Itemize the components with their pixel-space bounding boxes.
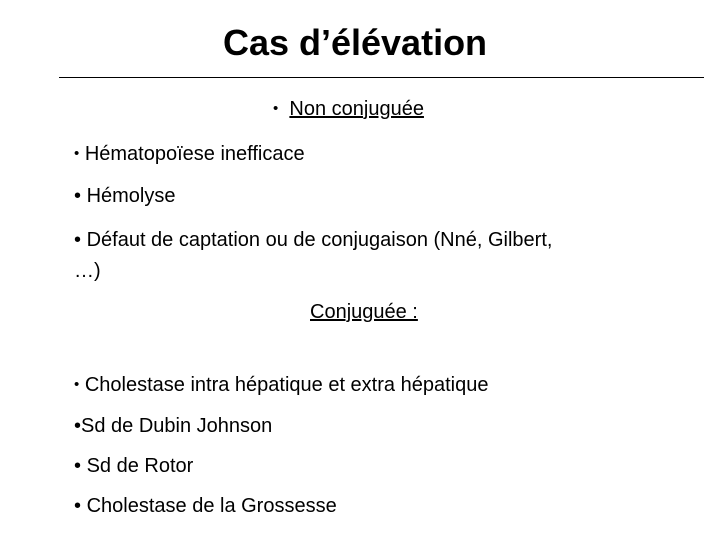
bullet: • [74,455,82,477]
list-item [74,454,193,478]
bullet: • [74,415,82,437]
bullet: • [273,100,279,117]
list-item-continuation: …) [74,260,101,282]
bullet: • [74,185,82,207]
list-item [74,414,272,438]
bullet: • [74,376,80,393]
list-item-text: Sd de Rotor [86,455,194,477]
bullet: • [74,495,82,517]
list-item-text: Hématopoïese inefficace [84,143,305,165]
list-item [74,494,337,518]
list-item-text: Sd de Dubin Johnson [81,415,273,437]
bullet: • [74,145,80,162]
list-item-text: Cholestase intra hépatique et extra hépatique [84,374,489,396]
section-heading-label: Non conjuguée [289,98,424,120]
slide-title: Cas d’élévation [222,22,488,63]
list-item [74,228,552,252]
list-item-text: Hémolyse [86,185,176,207]
list-item [74,184,176,208]
list-item-text: Cholestase de la Grossesse [86,495,337,517]
section-heading-label: Conjuguée : [310,301,418,323]
bullet: • [74,229,82,251]
list-item-text: Défaut de captation ou de conjugaison (Nné, Gilbert, [86,229,553,251]
list-item [74,373,488,397]
section-heading-non-conjuguee [273,97,424,121]
title-divider [59,77,704,78]
section-heading-conjuguee [310,300,418,324]
list-item [74,142,305,166]
